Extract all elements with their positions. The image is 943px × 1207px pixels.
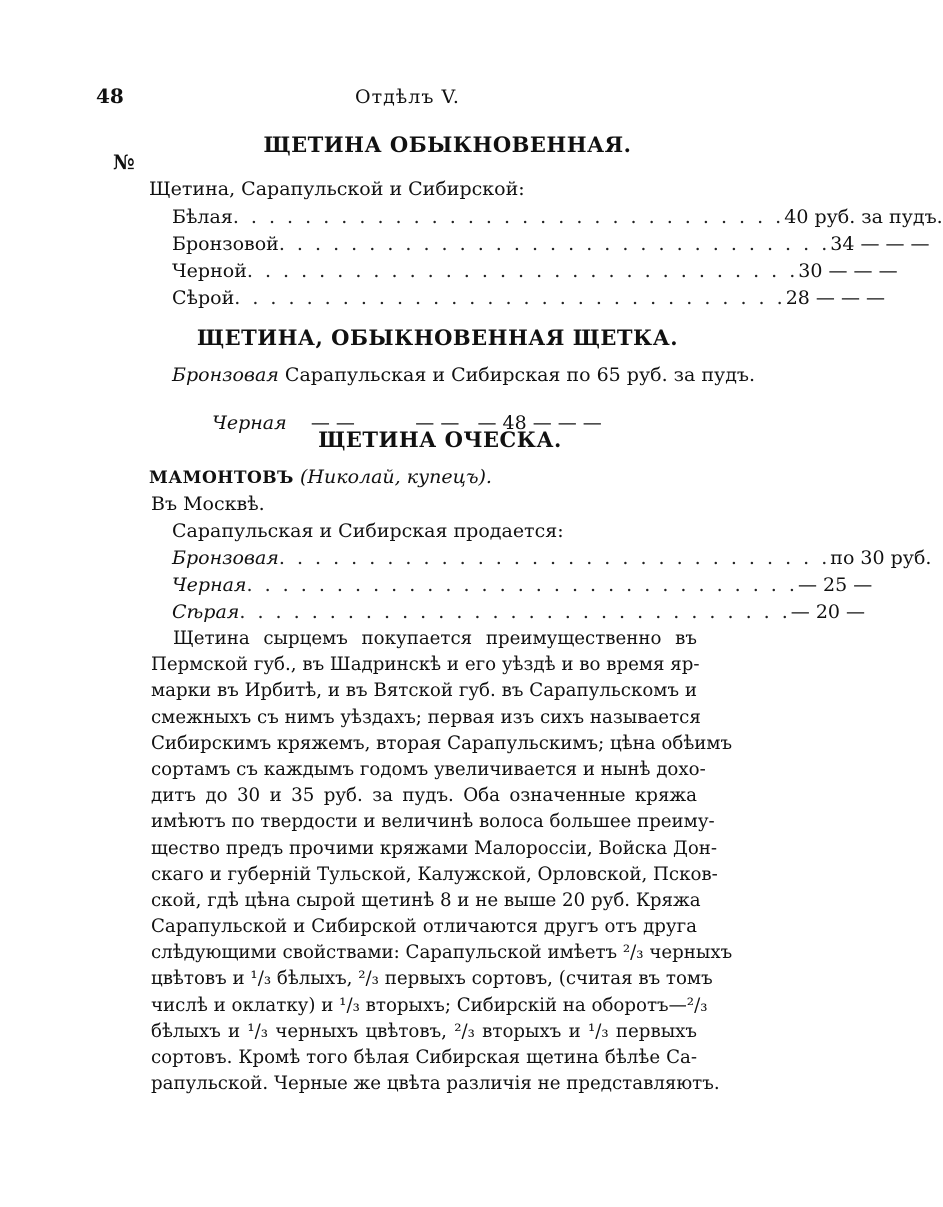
paragraph-line: щество предъ прочими кряжами Малороссіи, Войска Дон- <box>151 837 718 859</box>
number-sign: № <box>113 150 135 174</box>
price-value: по 30 руб. <box>830 547 932 569</box>
section-intro: Щетина, Сарапульской и Сибирской: <box>149 178 525 200</box>
paragraph-line: дитъ до 30 и 35 руб. за пудъ. Оба означенные кряжа <box>151 785 697 807</box>
dot-leader: . . . . . . . . . . . . . . . . . . . . . . . . . . . . . . . <box>234 287 786 309</box>
paragraph-line: сортамъ съ каждымъ годомъ увеличивается и нынѣ дохо- <box>151 758 706 780</box>
dot-leader: . . . . . . . . . . . . . . . . . . . . . . . . . . . . . . . <box>239 601 791 623</box>
price-label: Сѣрой <box>172 287 235 309</box>
price-row <box>172 574 873 596</box>
price-label: Бѣлая <box>172 206 233 228</box>
dot-leader: . . . . . . . . . . . . . . . . . . . . . . . . . . . . . . . <box>278 233 831 255</box>
paragraph-line: рапульской. Черные же цвѣта различія не представляютъ. <box>151 1073 720 1095</box>
price-row <box>172 601 866 623</box>
merchant-name: МАМОНТОВЪ <box>149 468 294 488</box>
brush-type-label: Бронзовая <box>172 364 279 386</box>
paragraph-line: числѣ и оклатку) и ¹/₃ вторыхъ; Сибирскій на оборотъ—²/₃ <box>151 994 708 1016</box>
merchant-city: Въ Москвѣ. <box>151 493 265 515</box>
price-label: Бронзовой <box>172 233 279 255</box>
body-paragraph <box>151 626 733 1097</box>
price-value: 28 — — — <box>785 287 885 309</box>
paragraph-line: бѣлыхъ и ¹/₃ черныхъ цвѣтовъ, ²/₃ вторыхъ и ¹/₃ первыхъ <box>151 1020 697 1042</box>
paragraph-line: Сибирскимъ кряжемъ, вторая Сарапульскимъ; цѣна обѣимъ <box>151 732 733 754</box>
price-row <box>172 287 885 309</box>
price-row <box>172 233 930 255</box>
price-row <box>172 260 898 282</box>
sold-line: Сарапульская и Сибирская продается: <box>172 520 564 542</box>
section-title-brush: ЩЕТИНА, ОБЫКНОВЕННАЯ ЩЕТКА. <box>196 325 679 350</box>
running-head: Отдѣлъ V. <box>355 86 460 108</box>
section-title-combings: ЩЕТИНА ОЧЕСКА. <box>318 427 562 452</box>
brush-type-label: Черная <box>212 412 287 434</box>
brush-line-bronze <box>172 364 755 386</box>
paragraph-line: имѣютъ по твердости и величинѣ волоса большее преиму- <box>151 811 715 833</box>
paragraph-line: слѣдующими свойствами: Сарапульской имѣетъ ²/₃ черныхъ <box>151 942 733 964</box>
section-title-ordinary: ЩЕТИНА ОБЫКНОВЕННАЯ. <box>263 132 632 157</box>
merchant-detail: (Николай, купецъ). <box>300 466 492 488</box>
paragraph-line: марки въ Ирбитѣ, и въ Вятской губ. въ Сарапульскомъ и <box>151 680 697 702</box>
dot-leader: . . . . . . . . . . . . . . . . . . . . . . . . . . . . . . . <box>232 206 785 228</box>
price-label: Сѣрая <box>172 601 240 623</box>
paragraph-line: Пермской губ., въ Шадринскѣ и его уѣздѣ и во время яр- <box>151 654 700 676</box>
paragraph-line: сортовъ. Кромѣ того бѣлая Сибирская щетина бѣлѣе Са- <box>151 1047 697 1068</box>
price-value: 40 руб. за пудъ. <box>784 206 943 228</box>
paragraph-line: цвѣтовъ и ¹/₃ бѣлыхъ, ²/₃ первыхъ сортовъ, (считая въ томъ <box>151 968 713 990</box>
dot-leader: . . . . . . . . . . . . . . . . . . . . . . . . . . . . . . . <box>246 260 799 282</box>
price-value: 30 — — — <box>798 260 898 282</box>
price-row <box>172 547 932 569</box>
price-value: 34 — — — <box>830 233 930 255</box>
brush-price-text: Сарапульская и Сибирская по 65 руб. за пудъ. <box>284 364 756 386</box>
paragraph-line: смежныхъ съ нимъ уѣздахъ; первая изъ сихъ называется <box>151 706 701 728</box>
paragraph-line: Щетина сырцемъ покупается преимущественно въ <box>173 628 697 649</box>
dot-leader: . . . . . . . . . . . . . . . . . . . . . . . . . . . . . . . <box>278 547 831 569</box>
dot-leader: . . . . . . . . . . . . . . . . . . . . . . . . . . . . . . . <box>246 574 798 596</box>
price-label: Черной <box>172 260 247 282</box>
price-label: Черная <box>172 574 247 596</box>
price-label: Бронзовая <box>172 547 279 569</box>
page-number: 48 <box>96 84 124 108</box>
brush-price-text: — — — — — 48 — — — <box>310 412 602 434</box>
merchant-line <box>149 466 492 488</box>
price-value: — 20 — <box>790 601 866 623</box>
price-value: — 25 — <box>797 574 873 596</box>
paragraph-line: скаго и губерній Тульской, Калужской, Орловской, Псков- <box>151 863 718 885</box>
paragraph-line: Сарапульской и Сибирской отличаются другъ отъ друга <box>151 916 697 938</box>
paragraph-line: ской, гдѣ цѣна сырой щетинѣ 8 и не выше 20 руб. Кряжа <box>151 889 701 911</box>
price-row <box>172 206 943 228</box>
